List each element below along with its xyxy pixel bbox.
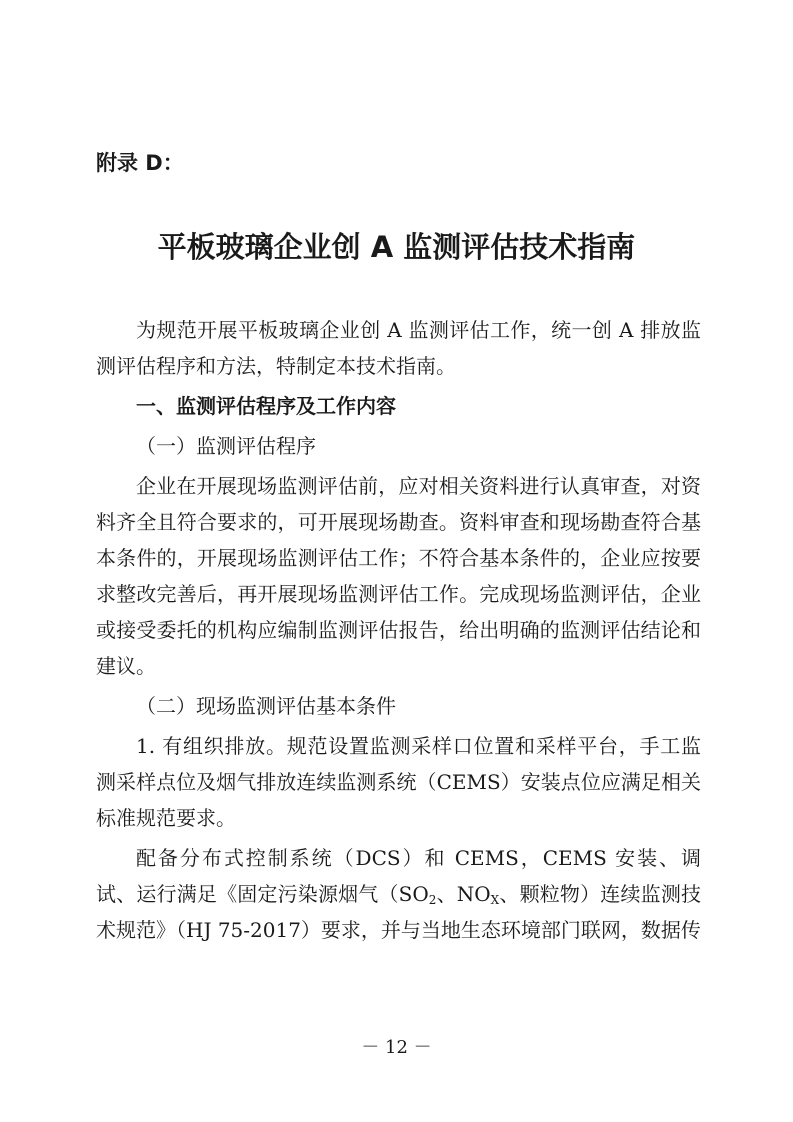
intro-paragraph: 为规范开展平板玻璃企业创 A 监测评估工作，统一创 A 排放监测评估程序和方法，特制定本技术指南。 <box>96 318 701 378</box>
section-heading-1: 一、监测评估程序及工作内容 <box>136 394 396 418</box>
so2-subscript: 2 <box>428 893 437 907</box>
item-2-text-part3: 、颗粒物）连续监测技术规范》（HJ 75-2017）要求，并与当地生态环境部门联网，数据传 <box>96 882 701 942</box>
nox-subscript: X <box>490 893 500 907</box>
appendix-label: 附录 D： <box>96 151 184 175</box>
item-2-paragraph <box>96 840 701 948</box>
item-2-text-part1: 配备分布式控制系统（DCS）和 CEMS，CEMS 安装、调试、运行满足《固定污染源烟气（SO <box>96 846 701 906</box>
document-title: 平板玻璃企业创 A 监测评估技术指南 <box>157 230 636 264</box>
item-1-paragraph: 1. 有组织排放。规范设置监测采样口位置和采样平台，手工监测采样点位及烟气排放连续监测系统（CEMS）安装点位应满足相关标准规范要求。 <box>96 734 701 830</box>
item-2-text-part2: 、NO <box>436 882 491 906</box>
subsection-heading-2: （二）现场监测评估基本条件 <box>136 694 396 718</box>
document-body <box>96 312 701 948</box>
page-number: － 12 － <box>361 1037 432 1058</box>
subsection-heading-1: （一）监测评估程序 <box>136 434 316 458</box>
subsection-1-paragraph: 企业在开展现场监测评估前，应对相关资料进行认真审查，对资料齐全且符合要求的，可开展现场勘查。资料审查和现场勘查符合基本条件的，开展现场监测评估工作；不符合基本条件的，企业应按要求整改完善后，再开展现场监测评估工作。完成现场监测评估，企业或接受委托的机构应编制监测评估报告，给出明确的监测评估结论和建议。 <box>96 474 701 678</box>
